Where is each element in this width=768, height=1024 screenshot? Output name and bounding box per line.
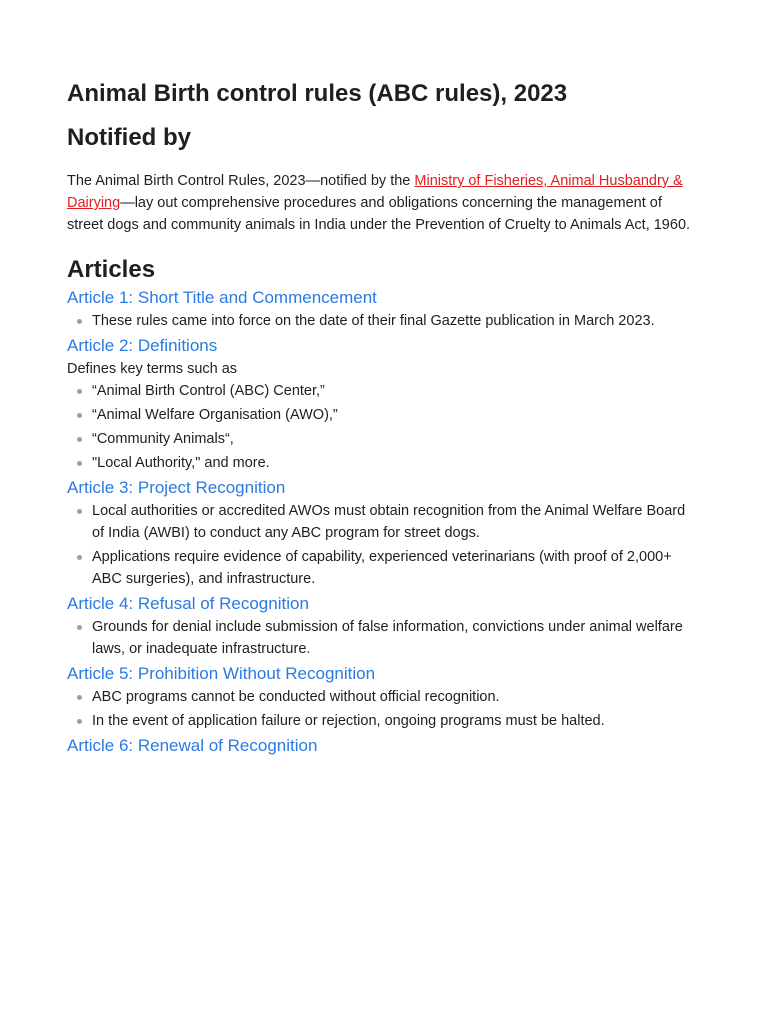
article-2-list <box>67 380 701 474</box>
list-item: “Animal Birth Control (ABC) Center,” <box>92 380 701 402</box>
article-5-title: Article 5: Prohibition Without Recognition <box>67 664 376 683</box>
articles-heading: Articles <box>67 256 156 283</box>
intro-paragraph <box>67 170 701 236</box>
intro-text-before-link: The Animal Birth Control Rules, 2023—notified by the <box>67 173 415 189</box>
list-item: Local authorities or accredited AWOs must obtain recognition from the Animal Welfare Board of India (AWBI) to conduct any ABC program for street dogs. <box>92 500 701 544</box>
list-item: Applications require evidence of capability, experienced veterinarians (with proof of 2,000+ ABC surgeries), and infrastructure. <box>92 546 701 590</box>
list-item: Grounds for denial include submission of false information, convictions under animal welfare laws, or inadequate infrastructure. <box>92 616 701 660</box>
notified-by-heading: Notified by <box>67 124 191 151</box>
article-3-list <box>67 500 701 590</box>
article-3-title: Article 3: Project Recognition <box>67 478 286 497</box>
article-2-title: Article 2: Definitions <box>67 336 218 355</box>
list-item: “Animal Welfare Organisation (AWO),” <box>92 404 701 426</box>
article-1-list <box>67 310 701 332</box>
list-item: "Local Authority," and more. <box>92 452 701 474</box>
article-1-title: Article 1: Short Title and Commencement <box>67 288 377 307</box>
article-5-list <box>67 686 701 732</box>
list-item: ABC programs cannot be conducted without official recognition. <box>92 686 701 708</box>
article-4-title: Article 4: Refusal of Recognition <box>67 594 309 613</box>
list-item: In the event of application failure or rejection, ongoing programs must be halted. <box>92 710 701 732</box>
article-2-intro-text: Defines key terms such as <box>67 361 238 377</box>
article-6-title: Article 6: Renewal of Recognition <box>67 736 318 755</box>
list-item: “Community Animals“, <box>92 428 701 450</box>
list-item: These rules came into force on the date of their final Gazette publication in March 2023. <box>92 310 701 332</box>
ministry-link[interactable]: Ministry of Fisheries, Animal Husbandry & Dairying <box>67 173 683 211</box>
page-title: Animal Birth control rules (ABC rules), 2023 <box>67 80 568 107</box>
article-4-list <box>67 616 701 660</box>
intro-text-after-link: —lay out comprehensive procedures and obligations concerning the management of street dogs and community animals in India under the Prevention of Cruelty to Animals Act, 1960. <box>67 195 691 233</box>
